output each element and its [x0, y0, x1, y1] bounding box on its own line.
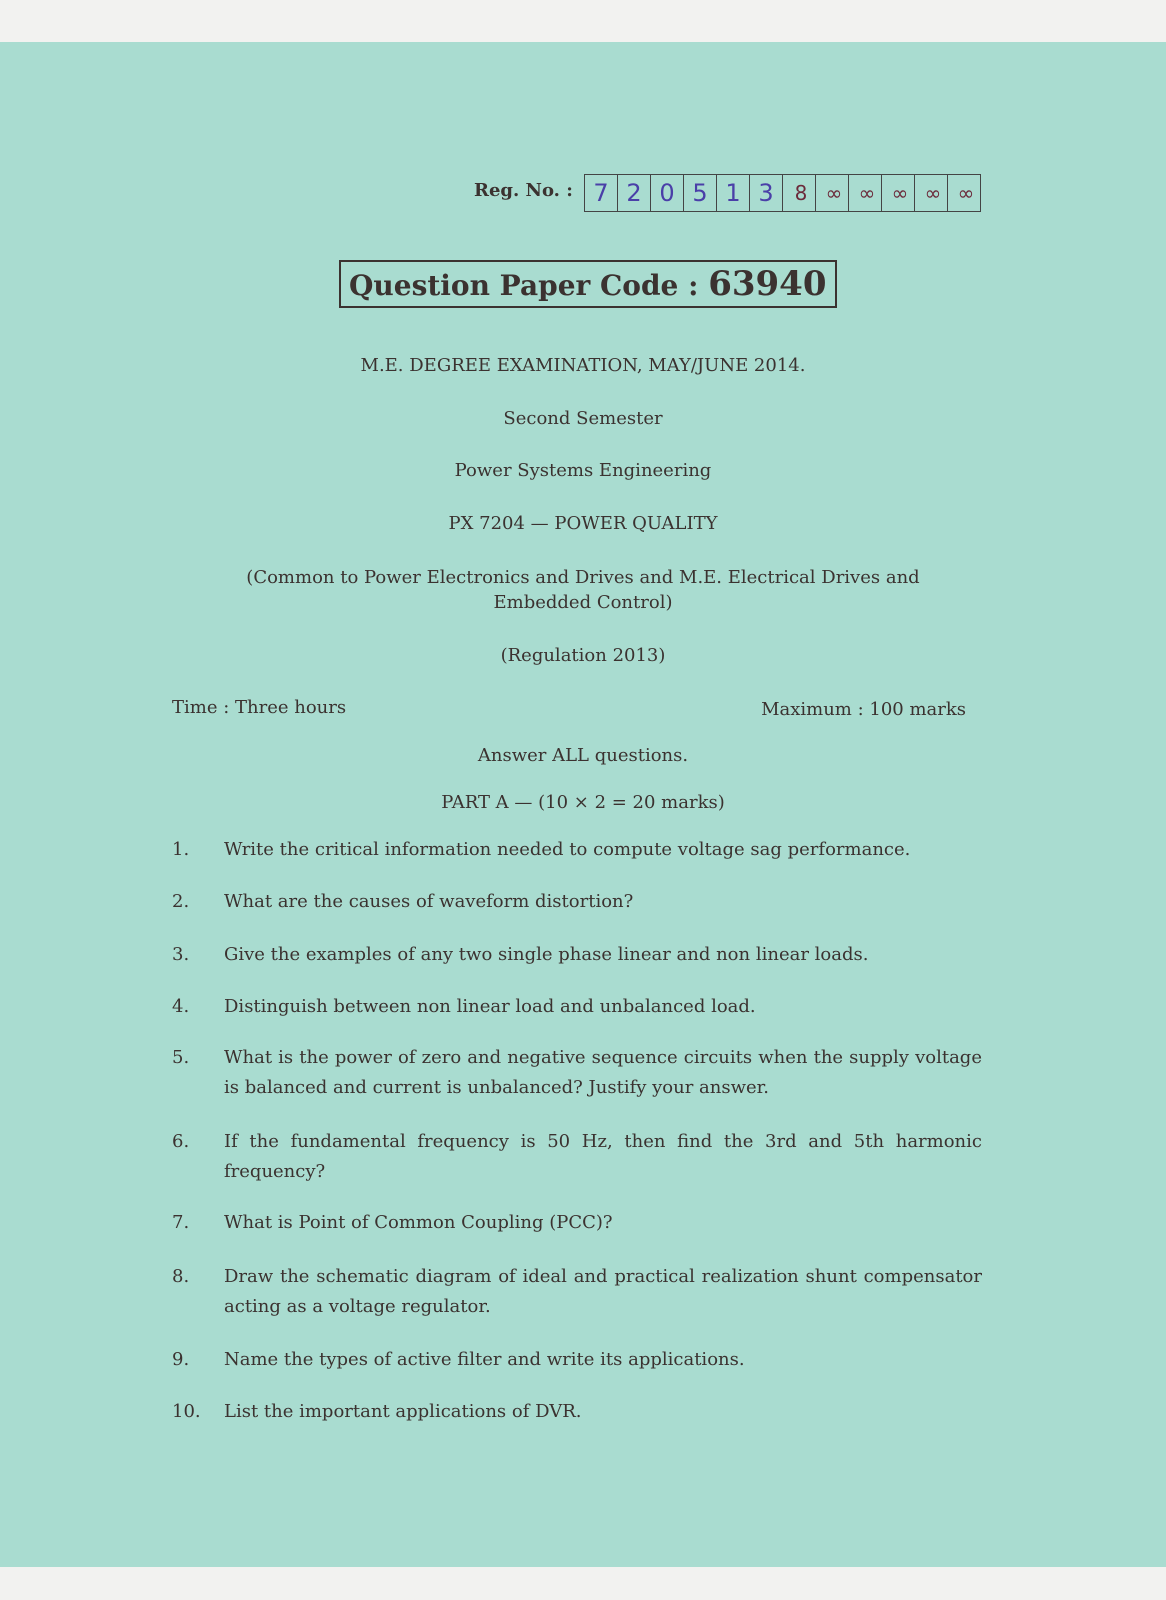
reg-scribble: ∞	[849, 175, 882, 211]
question-number: 8.	[172, 1266, 190, 1287]
reg-digit: 7	[585, 175, 618, 211]
reg-no-label: Reg. No. :	[474, 180, 573, 201]
question-text: What are the causes of waveform distortion?	[224, 891, 634, 912]
question-number: 10.	[172, 1401, 201, 1422]
question-text: If the fundamental frequency is 50 Hz, then find the 3rd and 5th harmonic frequency?	[224, 1131, 982, 1182]
question-number: 1.	[172, 839, 190, 860]
question-number: 3.	[172, 944, 190, 965]
reg-scribble: 8	[783, 175, 816, 211]
question-item	[172, 835, 982, 865]
question-text: Draw the schematic diagram of ideal and practical realization shunt compensator acting as a voltage regulator.	[224, 1266, 982, 1317]
question-number: 4.	[172, 996, 190, 1017]
question-text: Give the examples of any two single phase linear and non linear loads.	[224, 944, 869, 965]
max-marks: Maximum : 100 marks	[761, 699, 966, 720]
question-item	[172, 940, 982, 970]
part-heading: PART A — (10 × 2 = 20 marks)	[441, 792, 725, 813]
reg-digit: 2	[618, 175, 651, 211]
reg-digit: 1	[717, 175, 750, 211]
paper-code-box	[339, 260, 837, 308]
semester: Second Semester	[503, 408, 663, 429]
exam-title: M.E. DEGREE EXAMINATION, MAY/JUNE 2014.	[360, 355, 806, 376]
paper-code: 63940	[708, 264, 827, 304]
question-text: List the important applications of DVR.	[224, 1401, 582, 1422]
question-item	[172, 1043, 982, 1103]
time: Time : Three hours	[172, 697, 347, 718]
reg-scribble: ∞	[882, 175, 915, 211]
question-text: Distinguish between non linear load and unbalanced load.	[224, 996, 756, 1017]
question-item	[172, 887, 982, 917]
subject: PX 7204 — POWER QUALITY	[448, 513, 718, 534]
reg-scribble: ∞	[915, 175, 948, 211]
reg-scribble: ∞	[816, 175, 849, 211]
question-item	[172, 992, 982, 1022]
question-item	[172, 1127, 982, 1187]
question-number: 5.	[172, 1047, 190, 1068]
reg-scribble: ∞	[957, 181, 971, 205]
question-item	[172, 1397, 982, 1427]
reg-digit: 0	[651, 175, 684, 211]
question-text: What is the power of zero and negative sequence circuits when the supply voltage is balanced and current is unbalanced? Justify your answer.	[224, 1047, 982, 1098]
reg-digit: 5	[684, 175, 717, 211]
question-item	[172, 1262, 982, 1322]
reg-no-boxes	[584, 174, 981, 212]
regulation: (Regulation 2013)	[500, 645, 666, 666]
question-text: Name the types of active filter and write its applications.	[224, 1349, 745, 1370]
branch: Power Systems Engineering	[454, 460, 712, 481]
question-item	[172, 1345, 982, 1375]
common-to-line1: (Common to Power Electronics and Drives and M.E. Electrical Drives and	[246, 567, 920, 588]
question-number: 2.	[172, 891, 190, 912]
question-item	[172, 1208, 982, 1238]
common-to-line2: Embedded Control)	[493, 592, 673, 613]
question-number: 7.	[172, 1212, 190, 1233]
question-number: 9.	[172, 1349, 190, 1370]
question-text: What is Point of Common Coupling (PCC)?	[224, 1212, 613, 1233]
reg-digit: 3	[750, 175, 783, 211]
question-text: Write the critical information needed to compute voltage sag performance.	[224, 839, 911, 860]
question-number: 6.	[172, 1131, 190, 1152]
paper-code-label: Question Paper Code :	[349, 269, 699, 302]
instruction: Answer ALL questions.	[477, 745, 689, 766]
